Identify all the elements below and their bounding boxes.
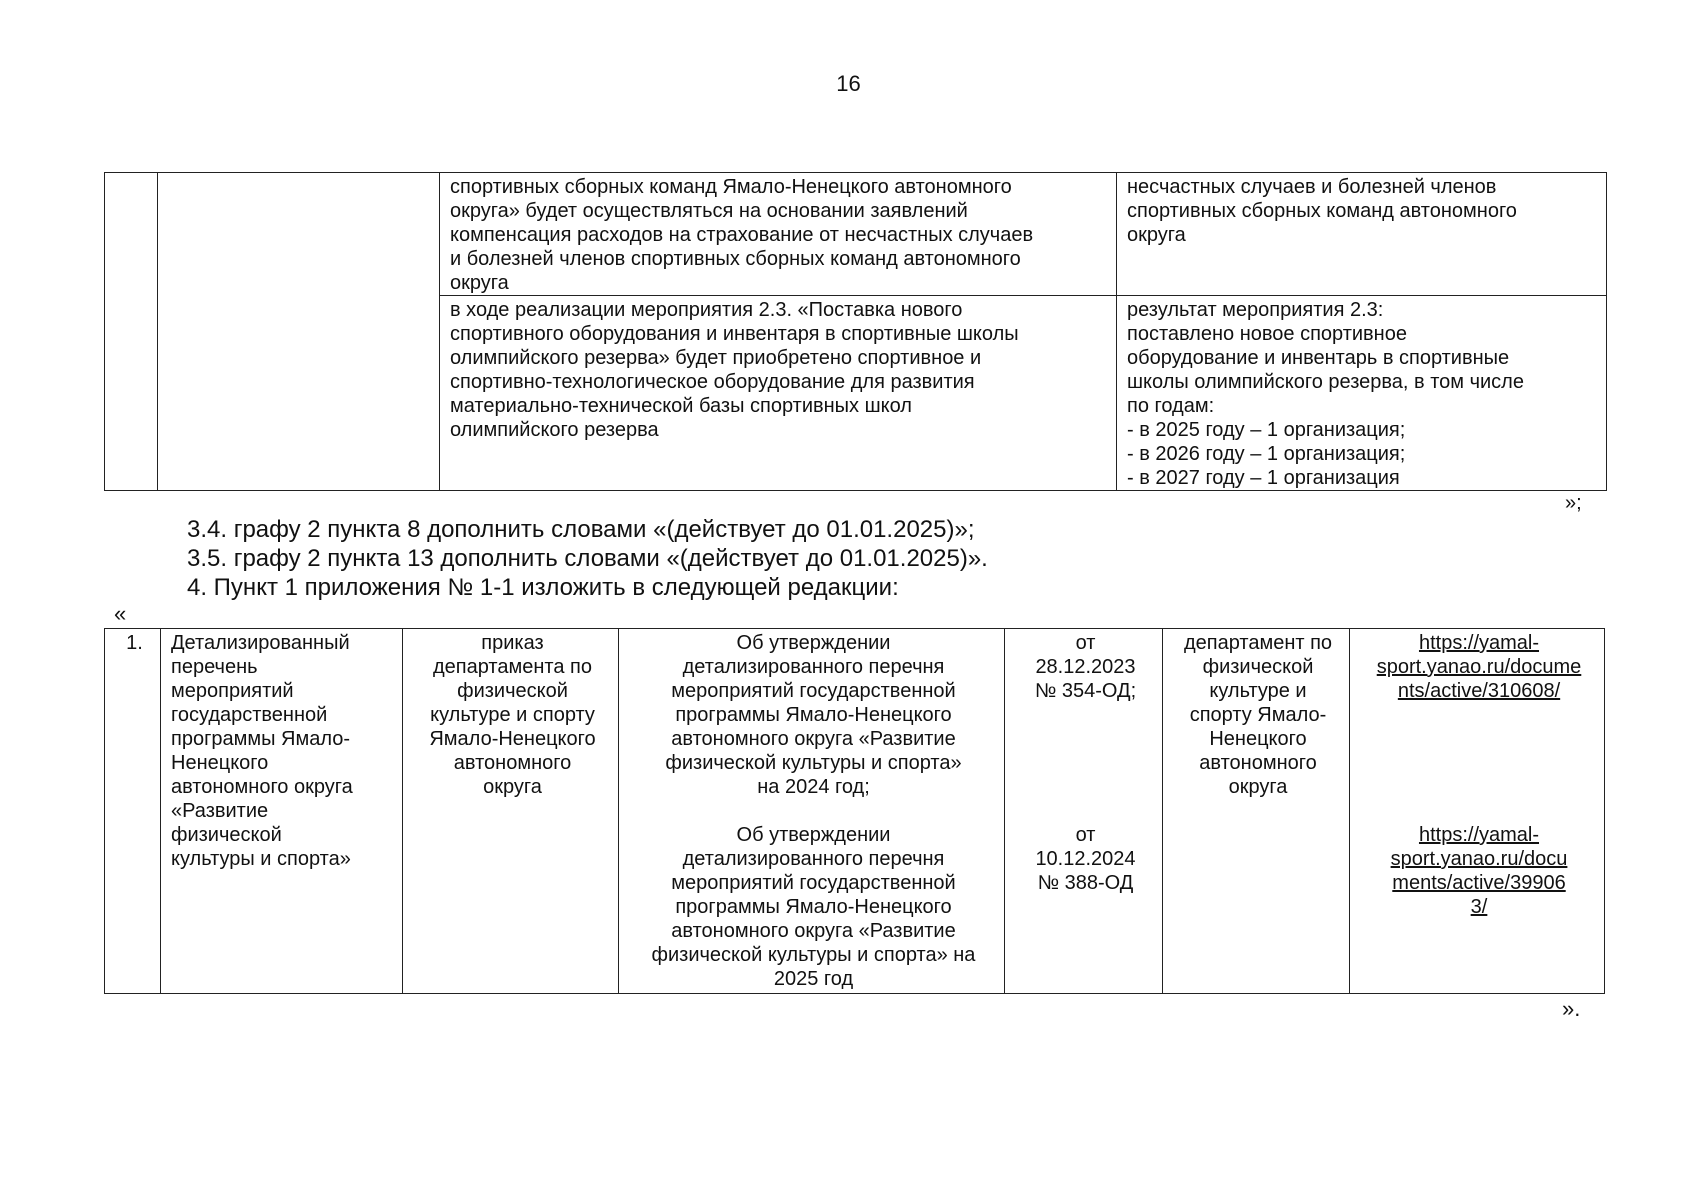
amendment-paragraph: 3.5. графу 2 пункта 13 дополнить словами «(действует до 01.01.2025)».	[187, 545, 988, 572]
document-date-cell: от 28.12.2023 № 354-ОД; от 10.12.2024 № 388-ОД	[1005, 629, 1163, 994]
name-cell	[158, 173, 440, 491]
document-link[interactable]: https://yamal- sport.yanao.ru/docu ments/active/39906 3/	[1390, 824, 1568, 918]
closing-quote: »;	[1565, 492, 1582, 514]
number-cell	[105, 173, 158, 491]
document-link[interactable]: https://yamal- sport.yanao.ru/docume nts/active/310608/	[1376, 632, 1582, 702]
result-cell: несчастных случаев и болезней членов спортивных сборных команд автономного округа	[1117, 173, 1607, 296]
amendment-paragraph: 4. Пункт 1 приложения № 1-1 изложить в следующей редакции:	[187, 574, 899, 601]
description-cell: спортивных сборных команд Ямало-Ненецкого автономного округа» будет осуществляться на основании заявлений компенсация расходов на страхование от несчастных случаев и болезней членов спортивных сборных команд автономного округа	[440, 173, 1117, 296]
number-cell: 1.	[105, 629, 161, 994]
result-cell: результат мероприятия 2.3: поставлено новое спортивное оборудование и инвентарь в спортивные школы олимпийского резерва, в том числе по годам: - в 2025 году – 1 организация; - в 2026 году – 1 организация; - в 2027 году – 1 организация	[1117, 296, 1607, 491]
table-row	[105, 629, 1605, 994]
closing-quote: ».	[1562, 996, 1581, 1021]
table-row	[105, 173, 1607, 296]
description-cell: в ходе реализации мероприятия 2.3. «Поставка нового спортивного оборудования и инвентаря в спортивные школы олимпийского резерва» будет приобретено спортивное и спортивно-технологическое оборудование для развития материально-технической базы спортивных школ олимпийского резерва	[440, 296, 1117, 491]
name-cell: Детализированный перечень мероприятий государственной программы Ямало- Ненецкого автономного округа «Развитие физической культуры и спорта»	[161, 629, 403, 994]
top-table	[104, 172, 1607, 491]
amendment-paragraph: 3.4. графу 2 пункта 8 дополнить словами «(действует до 01.01.2025)»;	[187, 516, 975, 543]
page-number: 16	[836, 71, 861, 96]
link-cell	[1350, 629, 1605, 994]
bottom-table	[104, 628, 1605, 994]
opening-quote: «	[114, 601, 127, 626]
document-title-cell: Об утверждении детализированного перечня мероприятий государственной программы Ямало-Ненецкого автономного округа «Развитие физической культуры и спорта» на 2024 год; Об утверждении детализированного перечня мероприятий государственной программы Ямало-Ненецкого автономного округа «Развитие физической культуры и спорта» на 2025 год	[619, 629, 1005, 994]
document-type-cell: приказ департамента по физической культуре и спорту Ямало-Ненецкого автономного округа	[403, 629, 619, 994]
authority-cell: департамент по физической культуре и спорту Ямало- Ненецкого автономного округа	[1163, 629, 1350, 994]
